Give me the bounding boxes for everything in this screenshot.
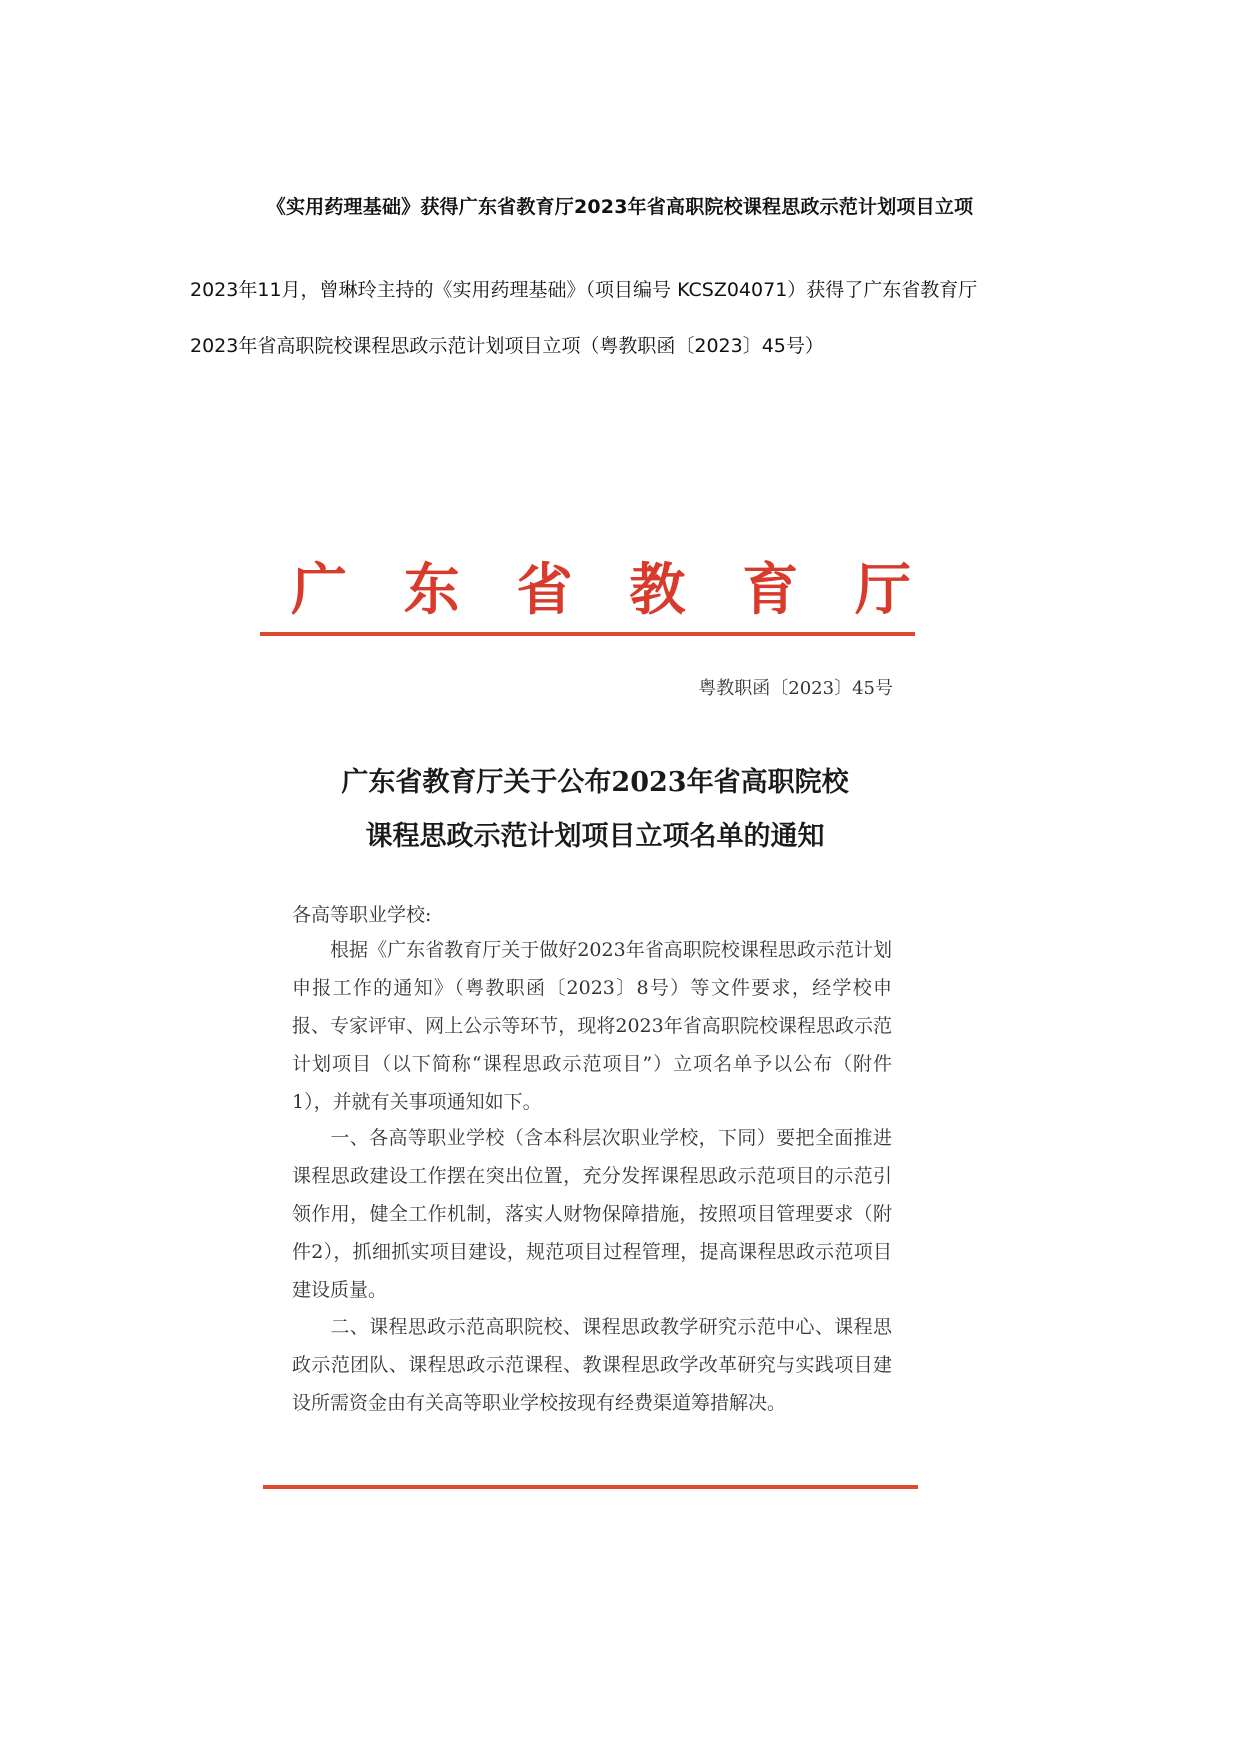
letterhead [291,548,911,623]
intro-line-2: 2023年省高职院校课程思政示范计划项目立项（粤教职函〔2023〕45号） [190,335,824,357]
letterhead-char: 厅 [854,556,911,623]
letterhead-char: 东 [403,556,460,623]
paragraph-2 [292,1119,892,1309]
paragraph-1 [292,931,892,1121]
paragraph-3-text: 二、课程思政示范高职院校、课程思政教学研究示范中心、课程思政示范团队、课程思政示范课程、教课程思政学改革研究与实践项目建设所需资金由有关高等职业学校按现有经费渠道筹措解决。 [292,1316,892,1414]
document-number: 粤教职函〔2023〕45号 [698,678,893,699]
page-title: 《实用药理基础》获得广东省教育厅2023年省高职院校课程思政示范计划项目立项 [266,196,974,218]
letterhead-char: 育 [742,556,799,623]
notice-title-line-2: 课程思政示范计划项目立项名单的通知 [365,821,825,852]
paragraph-1-text: 根据《广东省教育厅关于做好2023年省高职院校课程思政示范计划申报工作的通知》（粤教职函〔2023〕8号）等文件要求，经学校申报、专家评审、网上公示等环节，现将2023年省高职院校课程思政示范计划项目（以下简称“课程思政示范项目”）立项名单予以公布（附件1），并就有关事项通知如下。 [292,939,892,1113]
letterhead-char: 省 [516,556,573,623]
paragraph-2-text: 一、各高等职业学校（含本科层次职业学校，下同）要把全面推进课程思政建设工作摆在突出位置，充分发挥课程思政示范项目的示范引领作用，健全工作机制，落实人财物保障措施，按照项目管理要求（附件2），抓细抓实项目建设，规范项目过程管理，提高课程思政示范项目建设质量。 [292,1127,892,1301]
letterhead-char: 教 [629,556,686,623]
scanned-document [255,548,935,1508]
footer-rule [263,1485,918,1489]
letterhead-rule [260,632,915,636]
paragraph-3 [292,1308,892,1422]
notice-title-line-1: 广东省教育厅关于公布2023年省高职院校 [341,767,849,798]
salutation: 各高等职业学校: [292,904,432,926]
letterhead-char: 广 [291,556,347,623]
intro-line-1: 2023年11月，曾琳玲主持的《实用药理基础》（项目编号 KCSZ04071）获得了广东省教育厅 [190,279,978,301]
